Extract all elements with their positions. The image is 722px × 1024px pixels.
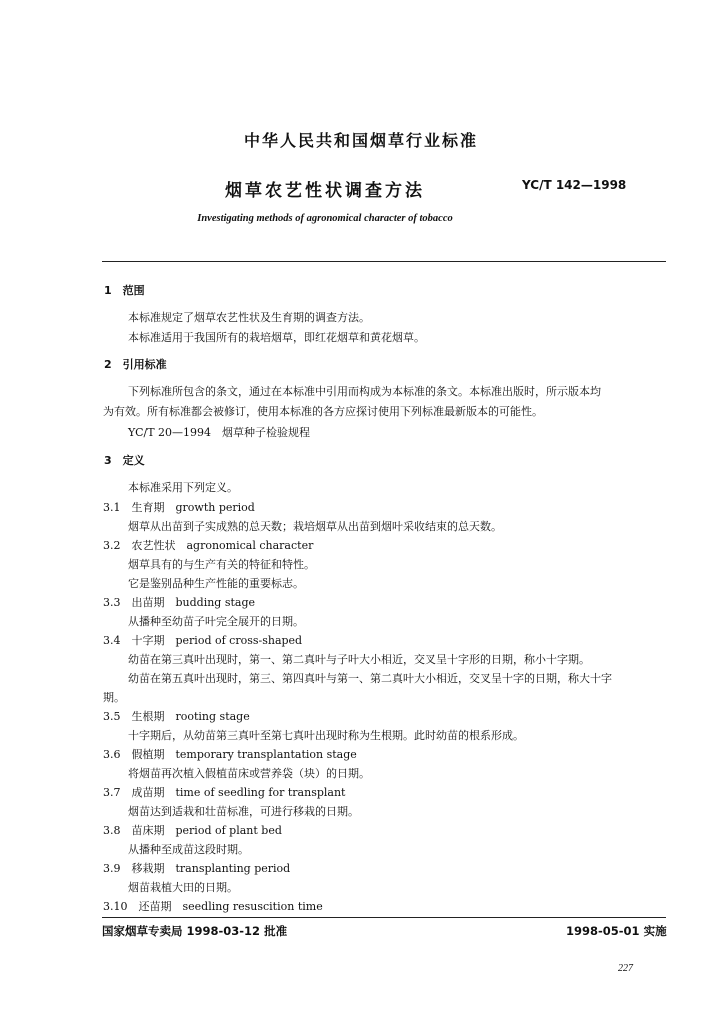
definition-3-9-heading: 3.9 移栽期 transplanting period (103, 862, 291, 875)
definition-3-6-text: 将烟苗再次植入假植苗床或营养袋（块）的日期。 (128, 767, 370, 780)
page-number: 227 (618, 963, 633, 974)
section-2-para-line-2: 为有效。所有标准都会被修订，使用本标准的各方应探讨使用下列标准最新版本的可能性。 (103, 405, 543, 418)
referenced-standard: YC/T 20—1994 烟草种子检验规程 (128, 426, 311, 439)
definition-3-3-text: 从播种至幼苗子叶完全展开的日期。 (128, 615, 304, 628)
definition-3-1-text: 烟草从出苗到子实成熟的总天数；栽培烟草从出苗到烟叶采收结束的总天数。 (128, 520, 502, 533)
section-1-heading: 1 范围 (104, 284, 145, 297)
definition-3-1-heading: 3.1 生育期 growth period (103, 501, 255, 514)
approval-date: 国家烟草专卖局 1998-03-12 批准 (102, 924, 288, 938)
section-1-para-1: 本标准规定了烟草农艺性状及生育期的调查方法。 (128, 311, 370, 324)
definition-3-10-heading: 3.10 还苗期 seedling resuscition time (103, 900, 323, 913)
definition-3-4-text-1: 幼苗在第三真叶出现时，第一、第二真叶与子叶大小相近，交叉呈十字形的日期，称小十字期。 (128, 653, 590, 666)
definition-3-8-heading: 3.8 苗床期 period of plant bed (103, 824, 282, 837)
english-title: Investigating methods of agronomical character of tobacco (197, 213, 453, 224)
definition-3-7-text: 烟苗达到适栽和壮苗标准，可进行移栽的日期。 (128, 805, 359, 818)
definition-3-8-text: 从播种至成苗这段时期。 (128, 843, 249, 856)
definition-3-4-heading: 3.4 十字期 period of cross-shaped (103, 634, 303, 647)
definition-3-4-text-2-cont: 期。 (103, 691, 125, 704)
definition-3-5-text: 十字期后，从幼苗第三真叶至第七真叶出现时称为生根期。此时幼苗的根系形成。 (128, 729, 524, 742)
definition-3-2-heading: 3.2 农艺性状 agronomical character (103, 539, 314, 552)
definition-3-3-heading: 3.3 出苗期 budding stage (103, 596, 256, 609)
standard-number: YC/T 142—1998 (522, 178, 627, 192)
footer-divider (102, 917, 666, 918)
definition-3-2-text-1: 烟草具有的与生产有关的特征和特性。 (128, 558, 315, 571)
header-divider (102, 261, 666, 262)
section-2-heading: 2 引用标准 (104, 358, 167, 371)
definition-3-2-text-2: 它是鉴别品种生产性能的重要标志。 (128, 577, 304, 590)
definition-3-7-heading: 3.7 成苗期 time of seedling for transplant (103, 786, 346, 799)
definition-3-5-heading: 3.5 生根期 rooting stage (103, 710, 250, 723)
section-3-heading: 3 定义 (104, 454, 145, 467)
section-1-para-2: 本标准适用于我国所有的栽培烟草，即红花烟草和黄花烟草。 (128, 331, 425, 344)
definition-3-6-heading: 3.6 假植期 temporary transplantation stage (103, 748, 357, 761)
issuing-organization: 中华人民共和国烟草行业标准 (243, 131, 478, 150)
section-2-para-line-1: 下列标准所包含的条文，通过在本标准中引用而构成为本标准的条文。本标准出版时，所示版本均 (128, 385, 601, 398)
effective-date: 1998-05-01 实施 (566, 924, 667, 938)
definition-3-9-text: 烟苗栽植大田的日期。 (128, 881, 238, 894)
section-3-intro: 本标准采用下列定义。 (128, 481, 238, 494)
definition-3-4-text-2: 幼苗在第五真叶出现时，第三、第四真叶与第一、第二真叶大小相近，交叉呈十字的日期，称大十字 (128, 672, 612, 685)
document-title: 烟草农艺性状调查方法 (225, 181, 425, 201)
